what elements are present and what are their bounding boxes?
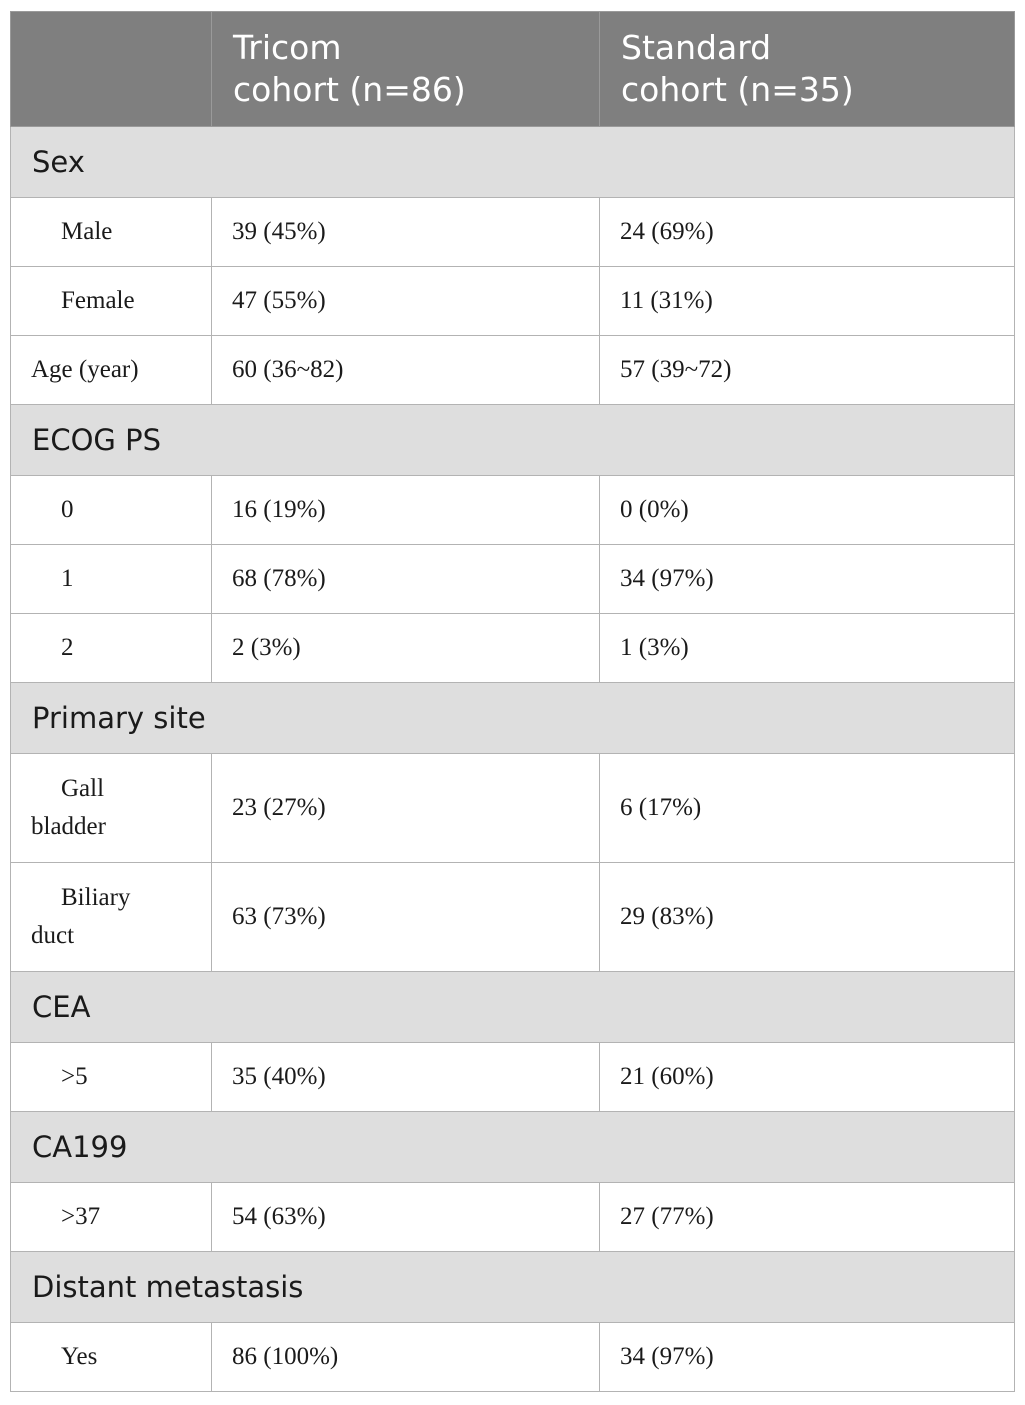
tricom-value: 63 (73%) xyxy=(212,863,600,972)
tricom-value: 39 (45%) xyxy=(212,198,600,267)
section-primary-site xyxy=(11,683,1015,754)
table-row xyxy=(11,754,1015,863)
section-cea xyxy=(11,972,1015,1043)
tricom-value: 86 (100%) xyxy=(212,1323,600,1392)
row-label: Female xyxy=(11,267,212,336)
table-row xyxy=(11,1043,1015,1112)
row-label: 1 xyxy=(11,545,212,614)
row-label: 0 xyxy=(11,476,212,545)
row-label xyxy=(11,863,212,972)
table-row xyxy=(11,267,1015,336)
table-header-row xyxy=(11,12,1015,127)
header-standard-cohort xyxy=(600,12,1015,127)
header-tricom-line2: cohort (n=86) xyxy=(233,70,466,109)
table-row xyxy=(11,476,1015,545)
row-label xyxy=(11,754,212,863)
section-ca199 xyxy=(11,1112,1015,1183)
standard-value: 29 (83%) xyxy=(600,863,1015,972)
table-row xyxy=(11,863,1015,972)
standard-value: 21 (60%) xyxy=(600,1043,1015,1112)
tricom-value: 54 (63%) xyxy=(212,1183,600,1252)
table-row xyxy=(11,1323,1015,1392)
header-tricom-line1: Tricom xyxy=(233,28,342,67)
standard-value: 6 (17%) xyxy=(600,754,1015,863)
tricom-value: 47 (55%) xyxy=(212,267,600,336)
section-title: Primary site xyxy=(11,683,1015,754)
row-label-line1: Biliary xyxy=(61,884,131,911)
row-label: 2 xyxy=(11,614,212,683)
table-row xyxy=(11,614,1015,683)
section-title: CEA xyxy=(11,972,1015,1043)
section-title: CA199 xyxy=(11,1112,1015,1183)
standard-value: 27 (77%) xyxy=(600,1183,1015,1252)
section-title: Distant metastasis xyxy=(11,1252,1015,1323)
row-label-line2: bladder xyxy=(31,813,106,840)
header-standard-line2: cohort (n=35) xyxy=(621,70,854,109)
header-standard-line1: Standard xyxy=(621,28,772,67)
tricom-value: 68 (78%) xyxy=(212,545,600,614)
row-label: >5 xyxy=(11,1043,212,1112)
header-empty-cell xyxy=(11,12,212,127)
table-row xyxy=(11,336,1015,405)
standard-value: 1 (3%) xyxy=(600,614,1015,683)
section-distant-metastasis xyxy=(11,1252,1015,1323)
table-row xyxy=(11,545,1015,614)
standard-value: 24 (69%) xyxy=(600,198,1015,267)
table-row xyxy=(11,198,1015,267)
standard-value: 57 (39~72) xyxy=(600,336,1015,405)
tricom-value: 16 (19%) xyxy=(212,476,600,545)
section-ecog xyxy=(11,405,1015,476)
standard-value: 34 (97%) xyxy=(600,545,1015,614)
row-label-line2: duct xyxy=(31,922,75,949)
standard-value: 34 (97%) xyxy=(600,1323,1015,1392)
row-label: Age (year) xyxy=(11,336,212,405)
row-label: Yes xyxy=(11,1323,212,1392)
row-label: >37 xyxy=(11,1183,212,1252)
row-label-line1: Gall xyxy=(61,775,105,802)
standard-value: 0 (0%) xyxy=(600,476,1015,545)
standard-value: 11 (31%) xyxy=(600,267,1015,336)
tricom-value: 60 (36~82) xyxy=(212,336,600,405)
section-title: ECOG PS xyxy=(11,405,1015,476)
table-row xyxy=(11,1183,1015,1252)
section-sex xyxy=(11,127,1015,198)
tricom-value: 2 (3%) xyxy=(212,614,600,683)
tricom-value: 23 (27%) xyxy=(212,754,600,863)
row-label: Male xyxy=(11,198,212,267)
tricom-value: 35 (40%) xyxy=(212,1043,600,1112)
baseline-characteristics-table xyxy=(10,11,1015,1392)
section-title: Sex xyxy=(11,127,1015,198)
header-tricom-cohort xyxy=(212,12,600,127)
